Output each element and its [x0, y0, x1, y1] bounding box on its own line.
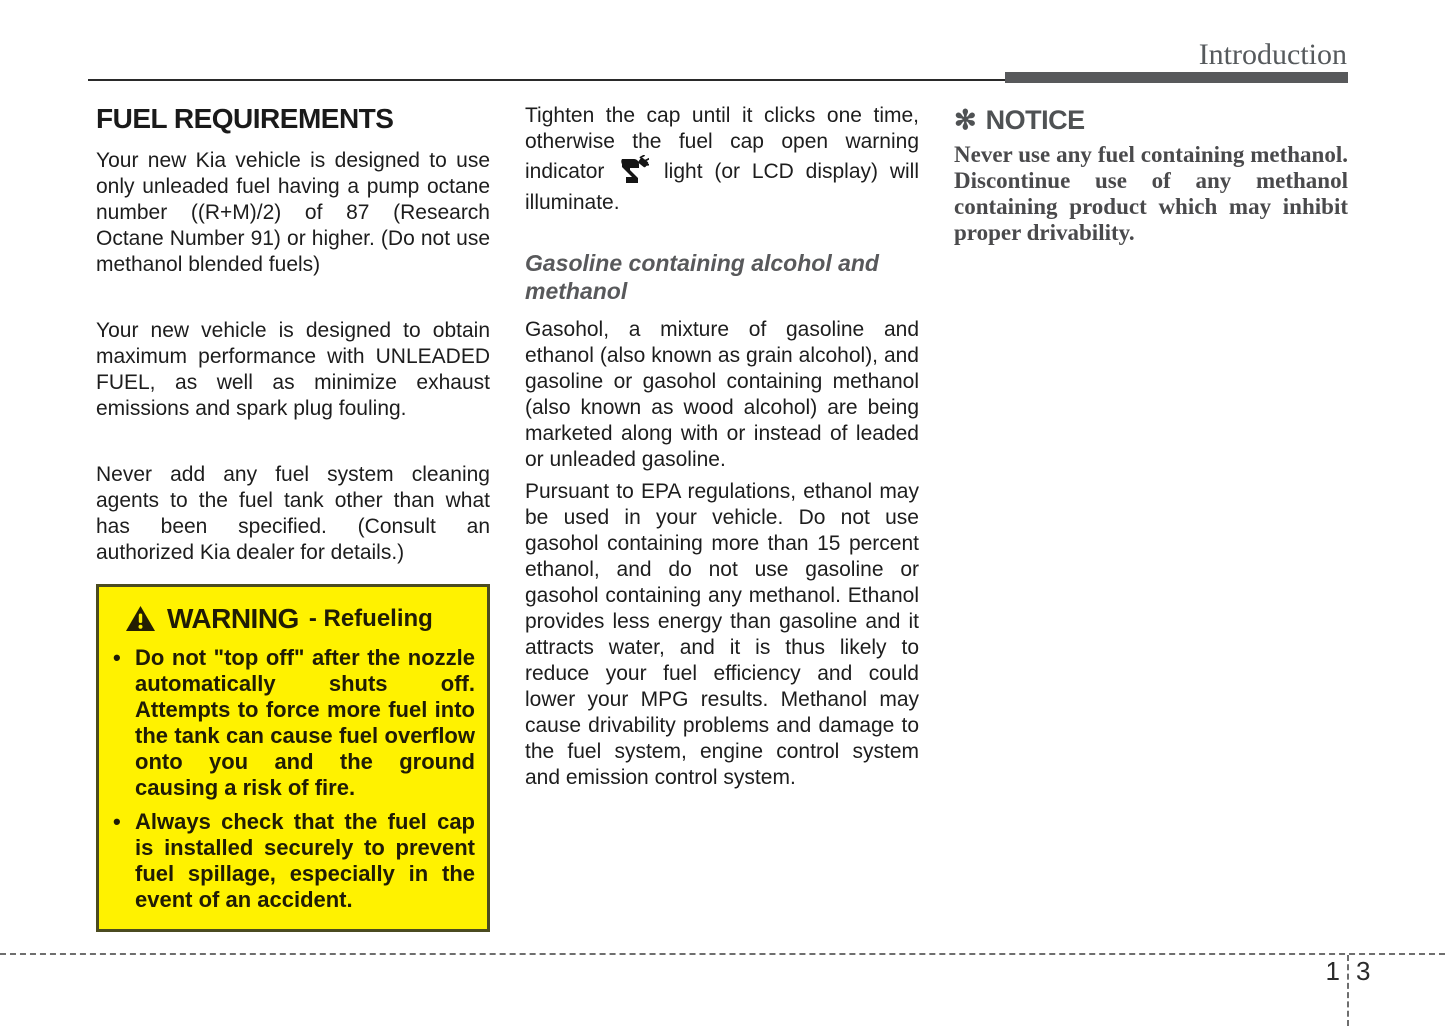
notice-asterisk-icon: ✻ — [954, 105, 977, 135]
footer-dashed-rule — [0, 953, 1445, 955]
warning-box-refueling — [96, 584, 490, 932]
warning-label: WARNING — [167, 603, 299, 634]
warning-bullet-item — [113, 645, 475, 801]
fuel-cap-open-indicator-icon — [619, 155, 649, 190]
column-3 — [954, 103, 1348, 932]
header-rule-thick — [1005, 72, 1348, 83]
bullet-icon: • — [113, 809, 121, 834]
paragraph-gasohol: Gasohol, a mixture of gasoline and ethanol (also known as grain alcohol), and gasoline or gasohol containing methanol (also known as wood alcohol) are being marketed along with or instead of leaded or unleaded gasoline. — [525, 318, 919, 471]
paragraph-unleaded-fuel: Your new Kia vehicle is designed to use only unleaded fuel having a pump octane number ((R+M)/2) of 87 (Research Octane Number 91) or higher. (Do not use methanol blended fuels) — [96, 149, 490, 276]
warning-bullet-list — [113, 645, 475, 913]
warning-title-row — [125, 603, 475, 635]
paragraph-tighten-cap — [525, 103, 919, 216]
sub-heading-gasoline-alcohol: Gasoline containing alcohol and methanol — [525, 250, 879, 304]
paragraph-tighten-cap-end: light (or LCD display) will illuminate. — [525, 160, 919, 214]
page-number-section: 1 — [1325, 956, 1340, 986]
notice-title-row — [954, 105, 1348, 136]
warning-bullet-text: Do not "top off" after the nozzle automatically shuts off. Attempts to force more fuel into the tank can cause fuel overflow onto you and the ground causing a risk of fire. — [135, 645, 475, 800]
paragraph-epa-regulations: Pursuant to EPA regulations, ethanol may be used in your vehicle. Do not use gasohol containing more than 15 percent ethanol, and do not use gasoline or gasohol containing any methanol. Ethanol provides less energy than gasoline and it attracts water, and it is thus likely to reduce your fuel efficiency and could lower your MPG results. Methanol may cause drivability problems and damage to the fuel system, engine control system and emission control system. — [525, 480, 919, 789]
column-1 — [96, 103, 490, 932]
warning-bullet-text: Always check that the fuel cap is installed securely to prevent fuel spillage, especially in the event of an accident. — [135, 809, 475, 912]
warning-triangle-icon — [125, 605, 156, 633]
notice-body-text: Never use any fuel containing methanol. Discontinue use of any methanol containing product which may inhibit proper drivability. — [954, 142, 1348, 245]
column-2 — [525, 103, 919, 932]
paragraph-tighten-cap-start: Tighten the cap until it clicks one time, otherwise the fuel cap open warning indicator — [525, 104, 919, 183]
notice-label: NOTICE — [985, 105, 1085, 135]
page-number-page: 3 — [1356, 956, 1371, 986]
warning-subtitle: - Refueling — [308, 605, 433, 632]
header-rule-thin — [88, 79, 1005, 81]
text-columns — [96, 103, 1348, 932]
footer-dashed-divider — [1347, 955, 1349, 1026]
paragraph-cleaning-agents: Never add any fuel system cleaning agents to the fuel tank other than what has been specified. (Consult an authorized Kia dealer for details.) — [96, 463, 490, 564]
bullet-icon: • — [113, 645, 121, 670]
chapter-title: Introduction — [1198, 38, 1347, 71]
section-heading-fuel-requirements: FUEL REQUIREMENTS — [96, 103, 394, 134]
paragraph-max-performance: Your new vehicle is designed to obtain maximum performance with UNLEADED FUEL, as well as minimize exhaust emissions and spark plug fouling. — [96, 319, 490, 420]
warning-bullet-item — [113, 809, 475, 913]
